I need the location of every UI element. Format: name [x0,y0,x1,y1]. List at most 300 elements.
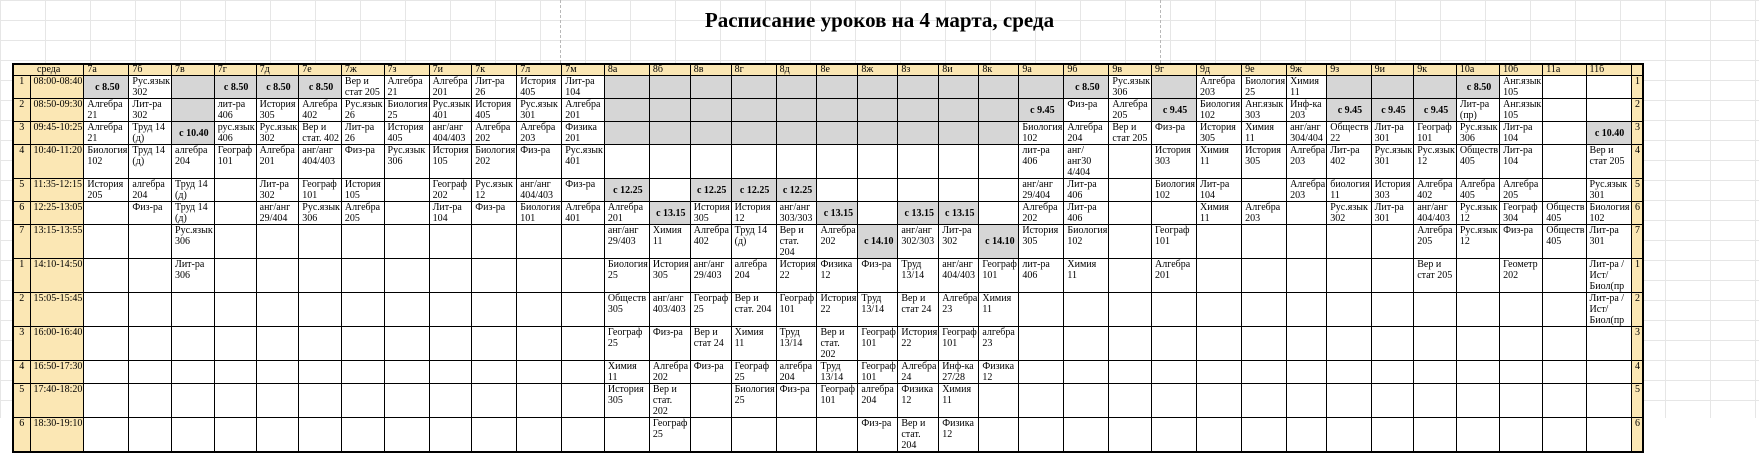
empty-cell [214,259,256,293]
lesson-cell: Химия 11 [939,384,979,418]
class-header-cell: 9к [1414,64,1457,76]
lesson-cell: Лит-ра 302 [939,225,979,259]
empty-cell [1456,293,1499,327]
empty-cell [1242,418,1287,453]
lesson-cell: Алгебра 202 [649,361,690,384]
lesson-cell: Обществ 305 [604,293,649,327]
lesson-cell: Физ-ра [129,202,172,225]
empty-cell [1109,418,1152,453]
empty-cell [1543,418,1586,453]
no-lesson-cell [731,99,776,122]
lesson-cell: Анг.язык 105 [1500,99,1543,122]
empty-cell [1327,384,1371,418]
lesson-cell: Лит-ра 402 [1327,145,1371,179]
empty-cell [1456,361,1499,384]
start-time-cell: с 8.50 [1064,76,1109,99]
lesson-cell: Алгебра 201 [562,99,605,122]
no-lesson-cell [898,122,939,145]
start-time-cell: с 9.45 [1414,99,1457,122]
class-header-cell: 9е [1242,64,1287,76]
lesson-cell: Географ 101 [299,179,342,202]
empty-cell [129,418,172,453]
lesson-cell: Физика 201 [562,122,605,145]
lesson-cell: Алгебра 205 [341,202,384,225]
right-lesson-number: 5 [1631,384,1643,418]
empty-cell [256,327,299,361]
start-time-cell: с 13.15 [939,202,979,225]
empty-cell [1414,361,1457,384]
no-lesson-cell [979,122,1019,145]
empty-cell [214,293,256,327]
lesson-cell: Труд 14 (д) [172,179,215,202]
class-header-cell: 8г [731,64,776,76]
lesson-cell: Алгебра 405 [1456,179,1499,202]
lesson-number: 4 [13,361,30,384]
empty-cell [939,145,979,179]
empty-cell [84,225,129,259]
lesson-cell: Вер и стат 205 [1414,259,1457,293]
lesson-cell: Алгебра 205 [1500,179,1543,202]
empty-cell [979,384,1019,418]
empty-cell [1242,293,1287,327]
empty-cell [384,361,429,384]
lesson-cell: анг/анг 303/303 [776,202,817,225]
empty-cell [384,327,429,361]
empty-cell [84,293,129,327]
empty-cell [1371,293,1414,327]
lesson-cell: Географ 25 [604,327,649,361]
empty-cell [429,327,472,361]
start-time-cell: с 12.25 [604,179,649,202]
empty-cell [1371,418,1414,453]
empty-cell [1500,361,1543,384]
empty-cell [1242,259,1287,293]
empty-cell [172,361,215,384]
empty-cell [1019,418,1064,453]
start-time-cell: с 12.25 [731,179,776,202]
empty-cell [1287,418,1327,453]
no-lesson-cell [731,122,776,145]
no-lesson-cell [731,76,776,99]
lesson-cell: Химия 11 [649,225,690,259]
lesson-cell: Алгебра 202 [472,122,517,145]
class-header-cell: 9г [1152,64,1197,76]
lesson-time: 17:40-18:20 [30,384,84,418]
lesson-row [13,418,1643,453]
lesson-number: 4 [13,145,30,179]
empty-cell [1019,327,1064,361]
lesson-cell: Биология 102 [1064,225,1109,259]
empty-cell [898,145,939,179]
empty-cell [979,145,1019,179]
empty-cell [1371,384,1414,418]
class-header-cell: 7е [299,64,342,76]
lesson-cell: Алгебра 402 [1414,179,1457,202]
empty-cell [1500,327,1543,361]
start-time-cell: с 10.40 [1586,122,1631,145]
lesson-cell: Рус.язык 12 [1414,145,1457,179]
empty-cell [1197,384,1242,418]
empty-cell [256,361,299,384]
empty-cell [1586,384,1631,418]
start-time-cell: с 9.45 [1019,99,1064,122]
lesson-cell: Вер и стат 205 [341,76,384,99]
start-time-cell: с 8.50 [214,76,256,99]
empty-cell [214,418,256,453]
class-header-cell: 7и [429,64,472,76]
empty-cell [517,225,562,259]
lesson-number: 2 [13,293,30,327]
empty-cell [1414,384,1457,418]
empty-cell [472,384,517,418]
empty-cell [1456,259,1499,293]
no-lesson-cell [649,122,690,145]
lesson-cell: анг/анг 29/404 [256,202,299,225]
lesson-cell: Биология 25 [384,99,429,122]
schedule-table [12,63,1644,453]
lesson-cell: Лит-ра 104 [429,202,472,225]
empty-cell [1543,259,1586,293]
lesson-cell: Физ-ра [1152,122,1197,145]
empty-cell [1064,384,1109,418]
lesson-cell: Алгебра 204 [1064,122,1109,145]
lesson-cell: Лит-ра 306 [172,259,215,293]
empty-cell [1414,327,1457,361]
empty-cell [1064,418,1109,453]
empty-cell [1152,202,1197,225]
lesson-cell: Рус.язык 306 [1109,76,1152,99]
start-time-cell: с 14.10 [858,225,898,259]
lesson-cell: Алгебра 21 [84,122,129,145]
lesson-cell: Рус.язык 301 [517,99,562,122]
lesson-number: 2 [13,99,30,122]
lesson-number: 1 [13,76,30,99]
lesson-cell: Биология 202 [472,145,517,179]
right-lesson-number: 2 [1631,293,1643,327]
right-lesson-number: 7 [1631,225,1643,259]
start-time-cell: с 9.45 [1371,99,1414,122]
lesson-cell: Рус.язык 12 [472,179,517,202]
lesson-cell: Физ-ра [776,384,817,418]
right-lesson-number: 6 [1631,418,1643,453]
empty-cell [817,418,858,453]
lesson-cell: История 305 [1197,122,1242,145]
lesson-cell: Геометр 202 [1500,259,1543,293]
lesson-cell: лит-ра 406 [1019,259,1064,293]
lesson-row [13,293,1643,327]
page-title: Расписание уроков на 4 марта, среда [704,8,1055,32]
start-time-cell: с 9.45 [1152,99,1197,122]
empty-cell [129,327,172,361]
empty-cell [384,202,429,225]
right-lesson-number: 3 [1631,327,1643,361]
lesson-cell: Рус.язык 301 [1586,179,1631,202]
empty-cell [979,418,1019,453]
lesson-cell: Алгебра 203 [1287,145,1327,179]
class-header-cell: 7г [214,64,256,76]
lesson-row [13,225,1643,259]
lesson-cell: Труд 14 (д) [172,202,215,225]
lesson-time: 15:05-15:45 [30,293,84,327]
lesson-cell: История 305 [604,384,649,418]
lesson-cell: анг/анг 404/403 [939,259,979,293]
lesson-cell: Алгебра 201 [256,145,299,179]
empty-cell [979,202,1019,225]
empty-cell [562,259,605,293]
empty-cell [858,179,898,202]
empty-cell [1371,361,1414,384]
lesson-row [13,202,1643,225]
lesson-cell: Географ 101 [214,145,256,179]
lesson-cell: Алгебра 202 [1019,202,1064,225]
lesson-cell: лит-ра 406 [214,99,256,122]
lesson-cell: Лит-ра 26 [472,76,517,99]
empty-cell [429,259,472,293]
lesson-number: 5 [13,384,30,418]
empty-cell [84,384,129,418]
lesson-cell: Рус.язык 401 [429,99,472,122]
no-lesson-cell [1019,76,1064,99]
empty-cell [172,384,215,418]
empty-cell [1586,99,1631,122]
right-lesson-number: 5 [1631,179,1643,202]
lesson-row [13,361,1643,384]
lesson-row [13,76,1643,99]
empty-cell [690,384,731,418]
lesson-cell: Географ 101 [939,327,979,361]
empty-cell [1152,327,1197,361]
lesson-cell: Рус.язык 306 [172,225,215,259]
lesson-cell: Физ-ра [472,202,517,225]
class-header-cell: 7а [84,64,129,76]
class-header-cell: 8ж [858,64,898,76]
lesson-cell: алгебра 23 [979,327,1019,361]
lesson-cell: Алгебра 201 [429,76,472,99]
lesson-cell: Вер и стат. 202 [817,327,858,361]
lesson-row [13,99,1643,122]
empty-cell [1242,384,1287,418]
lesson-cell: Биология 102 [1586,202,1631,225]
empty-cell [299,327,342,361]
empty-cell [562,293,605,327]
empty-cell [1414,418,1457,453]
empty-cell [384,384,429,418]
no-lesson-cell [939,76,979,99]
lesson-cell: Труд 13/14 [817,361,858,384]
right-lesson-number: 6 [1631,202,1643,225]
lesson-cell: Обществ 405 [1456,145,1499,179]
lesson-cell: Биология 102 [1152,179,1197,202]
right-lesson-number: 1 [1631,259,1643,293]
empty-cell [1586,76,1631,99]
lesson-cell: Биология 25 [1242,76,1287,99]
empty-cell [1242,361,1287,384]
empty-cell [517,327,562,361]
empty-cell [214,361,256,384]
lesson-cell: История 22 [776,259,817,293]
lesson-cell: Рус.язык 306 [1456,122,1499,145]
lesson-cell: Физ-ра [690,361,731,384]
empty-cell [1197,225,1242,259]
class-header-cell: 7м [562,64,605,76]
lesson-cell: Алгебра 21 [384,76,429,99]
empty-cell [1287,259,1327,293]
lesson-cell: История 405 [472,99,517,122]
empty-cell [1109,259,1152,293]
empty-cell [1152,418,1197,453]
lesson-cell: Физика 12 [939,418,979,453]
lesson-cell: Алгебра 202 [817,225,858,259]
no-lesson-cell [604,76,649,99]
empty-cell [1543,145,1586,179]
empty-cell [1543,99,1586,122]
lesson-row [13,259,1643,293]
empty-cell [472,293,517,327]
empty-cell [1064,293,1109,327]
empty-cell [214,225,256,259]
empty-cell [1287,225,1327,259]
right-lesson-number: 4 [1631,145,1643,179]
class-header-cell: 8к [979,64,1019,76]
empty-cell [979,179,1019,202]
empty-cell [256,384,299,418]
lesson-cell: Вер и стат. 402 [299,122,342,145]
empty-cell [472,361,517,384]
no-lesson-cell [172,76,215,99]
empty-cell [1543,384,1586,418]
lesson-cell: История 105 [429,145,472,179]
lesson-cell: анг/анг30 4/404 [1064,145,1109,179]
start-time-cell: с 13.15 [898,202,939,225]
empty-cell [1371,259,1414,293]
empty-cell [214,327,256,361]
lesson-cell: анг/анг 404/403 [299,145,342,179]
empty-cell [858,145,898,179]
lesson-number: 5 [13,179,30,202]
empty-cell [384,418,429,453]
empty-cell [1197,293,1242,327]
empty-cell [1287,361,1327,384]
lesson-cell: Анг.язык 105 [1500,76,1543,99]
class-header-cell: 8д [776,64,817,76]
empty-cell [84,361,129,384]
no-lesson-cell [690,99,731,122]
lesson-number: 3 [13,327,30,361]
class-header-cell: 9б [1064,64,1109,76]
empty-cell [731,145,776,179]
lesson-cell: Физика 12 [898,384,939,418]
lesson-time: 11:35-12:15 [30,179,84,202]
empty-cell [1197,361,1242,384]
class-header-cell: 7д [256,64,299,76]
lesson-cell: анг/анг 29/403 [604,225,649,259]
lesson-cell: Географ 101 [1414,122,1457,145]
lesson-cell: рус.язык 406 [214,122,256,145]
lesson-cell: Алгебра 402 [690,225,731,259]
empty-cell [690,145,731,179]
empty-cell [84,259,129,293]
lesson-cell: Химия 11 [1287,76,1327,99]
lesson-cell: Рус.язык 26 [341,99,384,122]
empty-cell [1500,384,1543,418]
empty-cell [429,384,472,418]
empty-cell [429,293,472,327]
lesson-cell: Лит-ра 406 [1064,179,1109,202]
lesson-cell: Биология 102 [1019,122,1064,145]
lesson-number: 3 [13,122,30,145]
lesson-cell: Вер и стат. 204 [898,418,939,453]
empty-cell [1327,418,1371,453]
empty-cell [817,179,858,202]
lesson-cell: Лит-ра 406 [1064,202,1109,225]
empty-cell [1109,179,1152,202]
lesson-cell: Географ 25 [731,361,776,384]
lesson-row [13,384,1643,418]
empty-cell [299,418,342,453]
class-header-cell: 7к [472,64,517,76]
start-time-cell: с 13.15 [649,202,690,225]
empty-cell [172,418,215,453]
class-header-cell: 9а [1019,64,1064,76]
lesson-cell: анг/анг 404/403 [1414,202,1457,225]
lesson-cell: Лит-ра 104 [1500,145,1543,179]
lesson-cell: История 12 [731,202,776,225]
class-header-cell: 9ж [1287,64,1327,76]
lesson-cell: Географ 101 [776,293,817,327]
empty-cell [1109,327,1152,361]
class-header-cell: 8в [690,64,731,76]
lesson-cell: Вер и стат. 202 [649,384,690,418]
class-header-cell: 8б [649,64,690,76]
no-lesson-cell [776,99,817,122]
empty-cell [299,225,342,259]
empty-cell [1327,259,1371,293]
start-time-cell: с 9.45 [1327,99,1371,122]
lesson-cell: Лит-ра 104 [1197,179,1242,202]
lesson-cell: Географ 304 [1500,202,1543,225]
empty-cell [384,179,429,202]
lesson-cell: Алгебра 201 [1152,259,1197,293]
lesson-time: 16:50-17:30 [30,361,84,384]
lesson-cell: Алгебра 402 [299,99,342,122]
empty-cell [690,418,731,453]
lesson-cell: Алгебра 401 [562,202,605,225]
empty-cell [1109,384,1152,418]
start-time-cell: с 12.25 [690,179,731,202]
empty-cell [898,179,939,202]
lesson-row [13,327,1643,361]
class-header-cell: 10а [1456,64,1499,76]
no-lesson-cell [898,76,939,99]
lesson-cell: Обществ 405 [1543,225,1586,259]
no-lesson-cell [817,122,858,145]
lesson-cell: Физ-ра [649,327,690,361]
lesson-cell: Труд 14 (д) [129,145,172,179]
empty-cell [649,145,690,179]
empty-cell [299,361,342,384]
lesson-cell: История 303 [1371,179,1414,202]
empty-cell [256,225,299,259]
empty-cell [129,384,172,418]
lesson-cell: Вер и стат 24 [690,327,731,361]
lesson-cell: Рус.язык 401 [562,145,605,179]
empty-cell [84,418,129,453]
lesson-cell: Химия 11 [604,361,649,384]
lesson-cell: Труд 14 (д) [129,122,172,145]
empty-cell [1586,418,1631,453]
empty-cell [129,361,172,384]
empty-cell [858,202,898,225]
